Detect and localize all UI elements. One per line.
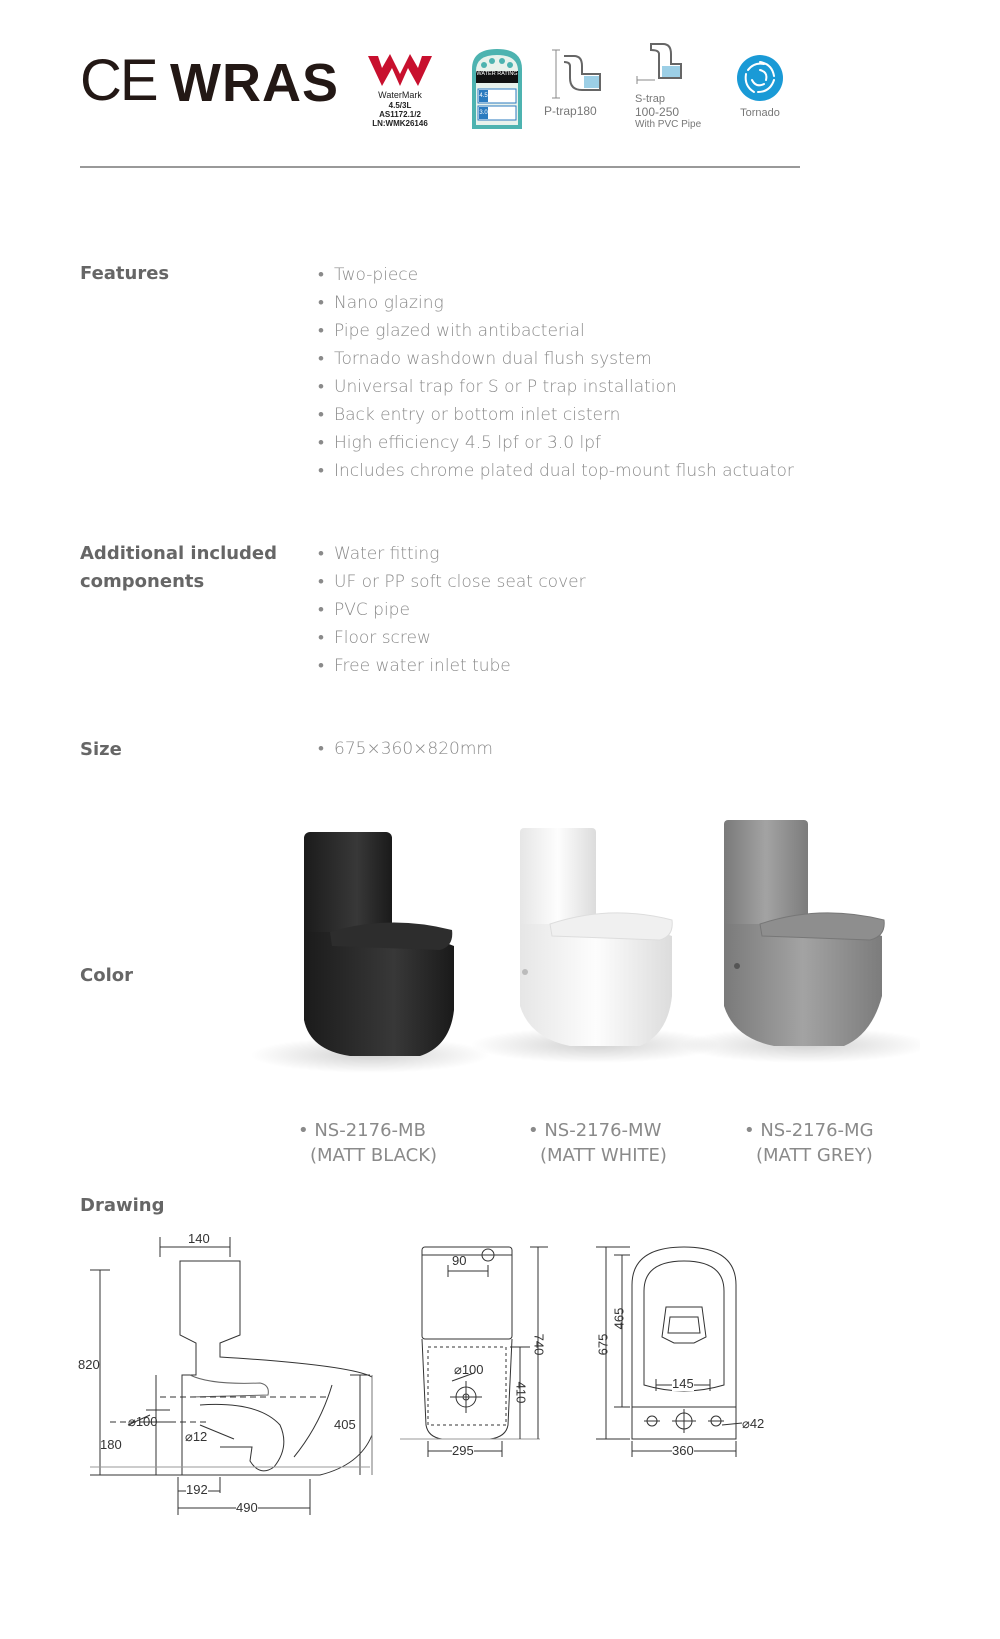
product-color-name: (MATT GREY) [756, 1145, 873, 1166]
additional-title-line-1: Additional included [80, 543, 278, 564]
feature-item: • Pipe glazed with antibacterial [318, 317, 794, 345]
s-trap-note: With PVC Pipe [635, 119, 702, 131]
additional-list [318, 540, 586, 680]
tornado-label: Tornado [740, 107, 780, 119]
dim-side-12: ⌀12 [185, 1429, 208, 1444]
dim-side-490: 490 [236, 1500, 258, 1515]
product-code: • NS-2176-MW [528, 1120, 661, 1141]
toilet-photo-matt-black [250, 832, 490, 1073]
p-trap-value: 180 [576, 104, 597, 118]
feature-item: • Tornado washdown dual flush system [318, 345, 794, 373]
feature-item: • High efficiency 4.5 lpf or 3.0 lpf [318, 429, 794, 457]
component-item: • Water fitting [318, 540, 586, 568]
features-list [318, 261, 794, 485]
component-item: • UF or PP soft close seat cover [318, 568, 586, 596]
feature-item: • Back entry or bottom inlet cistern [318, 401, 794, 429]
dim-top-465: 465 [611, 1307, 627, 1330]
watermark-w-icon [366, 54, 434, 88]
tornado-block [732, 54, 788, 120]
product-matt-black [298, 1118, 437, 1168]
product-color-name: (MATT WHITE) [540, 1145, 667, 1166]
dim-front-740: 740 [531, 1333, 547, 1356]
drawing-dimensions [70, 1225, 810, 1525]
toilet-photo-matt-white [470, 828, 720, 1063]
watermark-name: WaterMark [378, 90, 422, 101]
dim-top-145: 145 [672, 1376, 694, 1391]
feature-item: • Two-piece [318, 261, 794, 289]
feature-item: • Nano glazing [318, 289, 794, 317]
toilet-photo-matt-grey [680, 820, 920, 1063]
dim-side-405: 405 [334, 1417, 356, 1432]
product-matt-grey [744, 1118, 874, 1168]
feature-item: • Universal trap for S or P trap installation [318, 373, 794, 401]
additional-title-line-2: components [80, 571, 205, 592]
dim-front-90: 90 [452, 1253, 467, 1268]
dim-front-410: 410 [513, 1381, 529, 1404]
header-divider [80, 166, 800, 168]
s-trap-block [635, 40, 715, 131]
water-rating-label [468, 45, 526, 133]
component-item: • Free water inlet tube [318, 652, 586, 680]
features-title: Features [80, 263, 170, 284]
dim-side-192: 192 [186, 1482, 208, 1497]
watermark-line-2: AS1172.1/2 [379, 109, 421, 119]
s-trap-label: S-trap [635, 93, 665, 105]
rating-half-flush: 3.0 [479, 110, 488, 116]
s-trap-icon [635, 40, 685, 88]
dim-side-100: ⌀100 [128, 1414, 158, 1429]
p-trap-icon [548, 48, 604, 100]
water-rating-title: WATER RATING [476, 71, 518, 77]
dim-side-140: 140 [188, 1231, 210, 1246]
p-trap-label: P-trap [544, 104, 577, 118]
product-code: • NS-2176-MG [744, 1120, 874, 1141]
tornado-icon [736, 54, 784, 102]
rating-full-flush: 4.5 [479, 93, 488, 99]
dim-side-180: 180 [100, 1437, 122, 1452]
dim-side-820: 820 [78, 1357, 100, 1372]
color-title: Color [80, 965, 133, 986]
dim-front-100: ⌀100 [454, 1362, 484, 1377]
product-photos [240, 820, 920, 1080]
ce-mark: CE [80, 48, 157, 113]
drawing-title: Drawing [80, 1195, 165, 1216]
dim-top-360: 360 [672, 1443, 694, 1458]
s-trap-range: 100-250 [635, 104, 680, 119]
size-title: Size [80, 739, 122, 760]
p-trap-block [544, 48, 608, 119]
dim-front-295: 295 [452, 1443, 474, 1458]
watermark-logo [365, 54, 435, 128]
additional-title [80, 540, 277, 596]
feature-item: • Includes chrome plated dual top-mount flush actuator [318, 457, 794, 485]
size-list [318, 735, 493, 763]
watermark-line-3: LN:WMK26146 [372, 118, 428, 128]
watermark-line-1: 4.5/3L [388, 100, 412, 110]
size-value: • 675×360×820mm [318, 735, 493, 763]
product-color-name: (MATT BLACK) [310, 1145, 438, 1166]
product-matt-white [528, 1118, 667, 1168]
component-item: • Floor screw [318, 624, 586, 652]
product-code: • NS-2176-MB [298, 1120, 426, 1141]
dim-top-42: ⌀42 [742, 1416, 765, 1431]
component-item: • PVC pipe [318, 596, 586, 624]
dim-top-675: 675 [595, 1333, 611, 1356]
wras-logo: WRAS [170, 53, 339, 113]
